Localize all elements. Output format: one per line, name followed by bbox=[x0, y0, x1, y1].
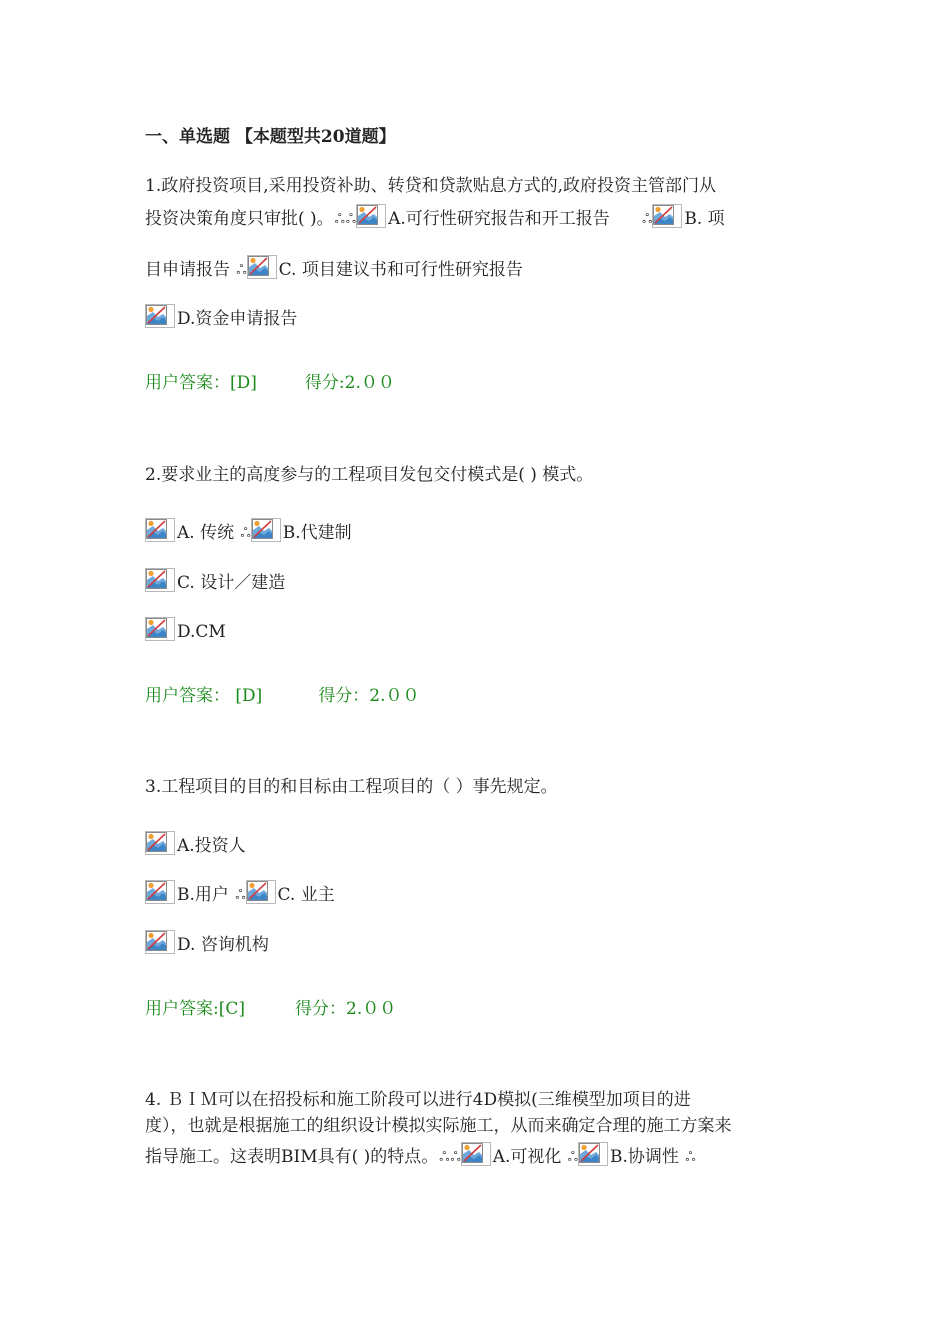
broken-image-icon bbox=[251, 518, 281, 542]
q1-stem-line2 bbox=[145, 204, 725, 232]
q2-option-line2 bbox=[145, 568, 285, 595]
q2-option-line1 bbox=[145, 518, 352, 546]
q1-option-line2 bbox=[145, 255, 523, 283]
q2-answer-line bbox=[145, 684, 420, 708]
broken-image-icon bbox=[145, 568, 175, 592]
section-title: 一、单选题 【本题型共20道题】 bbox=[145, 127, 396, 147]
glyph-icon: ஃ bbox=[345, 212, 356, 227]
broken-image-icon bbox=[652, 204, 682, 228]
glyph-icon: ஃ bbox=[439, 1150, 449, 1165]
glyph-icon: ஃ bbox=[642, 212, 652, 227]
broken-image-icon bbox=[145, 617, 175, 641]
broken-image-icon bbox=[246, 880, 276, 904]
q1-option-b[interactable]: B. 项 bbox=[684, 209, 725, 229]
q1-option-c[interactable]: C. 项目建议书和可行性研究报告 bbox=[278, 260, 523, 280]
q3-option-c[interactable]: C. 业主 bbox=[277, 885, 335, 905]
q4-option-a[interactable]: A.可视化 bbox=[492, 1147, 562, 1167]
broken-image-icon bbox=[145, 831, 175, 855]
q3-answer-line bbox=[145, 997, 396, 1021]
glyph-icon: ஃ bbox=[450, 1150, 460, 1165]
q2-option-d[interactable]: D.CM bbox=[177, 622, 226, 642]
glyph-icon: ஃ bbox=[240, 526, 250, 541]
q4-option-b[interactable]: B.协调性 bbox=[610, 1147, 679, 1167]
q4-stem-text: 指导施工。这表明BIM具有( )的特点。 bbox=[145, 1147, 439, 1167]
q2-option-c[interactable]: C. 设计／建造 bbox=[177, 573, 286, 593]
q3-option-line1 bbox=[145, 831, 246, 858]
q3-option-b[interactable]: B.用户 bbox=[177, 885, 229, 905]
glyph-icon: ஃ bbox=[685, 1150, 695, 1165]
q3-option-line3 bbox=[145, 930, 269, 957]
broken-image-icon bbox=[247, 255, 277, 279]
q1-option-a[interactable]: A.可行性研究报告和开工报告 bbox=[388, 209, 610, 229]
q4-stem-line3 bbox=[145, 1142, 696, 1170]
q1-score: 得分:2.００ bbox=[304, 373, 395, 393]
q2-option-b[interactable]: B.代建制 bbox=[282, 523, 352, 543]
q1-option-d[interactable]: D.资金申请报告 bbox=[177, 309, 298, 329]
q3-option-d[interactable]: D. 咨询机构 bbox=[177, 935, 269, 955]
broken-image-icon bbox=[145, 880, 175, 904]
q3-option-line2 bbox=[145, 880, 335, 908]
q4-stem-line2: 度），也就是根据施工的组织设计模拟实际施工，从而来确定合理的施工方案来 bbox=[145, 1116, 732, 1136]
glyph-icon: ஃ bbox=[334, 212, 344, 227]
glyph-icon: ஃ bbox=[567, 1150, 577, 1165]
q2-stem: 2.要求业主的高度参与的工程项目发包交付模式是( ) 模式。 bbox=[145, 465, 594, 485]
glyph-icon: ஃ bbox=[236, 263, 246, 278]
broken-image-icon bbox=[145, 518, 175, 542]
q3-score: 得分：2.００ bbox=[295, 999, 397, 1019]
q1-option-b-cont[interactable]: 目申请报告 bbox=[145, 260, 230, 280]
broken-image-icon bbox=[578, 1142, 608, 1166]
q3-option-a[interactable]: A.投资人 bbox=[177, 836, 246, 856]
q1-stem-text: 投资决策角度只审批( )。 bbox=[145, 209, 334, 229]
q2-option-a[interactable]: A. 传统 bbox=[177, 523, 235, 543]
q2-score: 得分：2.００ bbox=[318, 686, 420, 706]
broken-image-icon bbox=[145, 930, 175, 954]
q1-answer-line bbox=[145, 371, 395, 395]
broken-image-icon bbox=[356, 204, 386, 228]
q3-user-answer: 用户答案:[C] bbox=[145, 999, 245, 1019]
glyph-icon: ஃ bbox=[235, 888, 245, 903]
q2-option-line3 bbox=[145, 617, 226, 644]
q4-stem-line1: 4. ＢＩＭ可以在招投标和施工阶段可以进行4D模拟(三维模型加项目的进 bbox=[145, 1090, 691, 1110]
q1-stem-line1: 1.政府投资项目,采用投资补助、转贷和贷款贴息方式的,政府投资主管部门从 bbox=[145, 176, 717, 196]
q2-user-answer: 用户答案： [D] bbox=[145, 686, 263, 706]
q1-user-answer: 用户答案：[D] bbox=[145, 373, 257, 393]
broken-image-icon bbox=[145, 304, 175, 328]
broken-image-icon bbox=[461, 1142, 491, 1166]
q3-stem: 3.工程项目的目的和目标由工程项目的（ ）事先规定。 bbox=[145, 777, 558, 797]
q1-option-line3 bbox=[145, 304, 297, 331]
